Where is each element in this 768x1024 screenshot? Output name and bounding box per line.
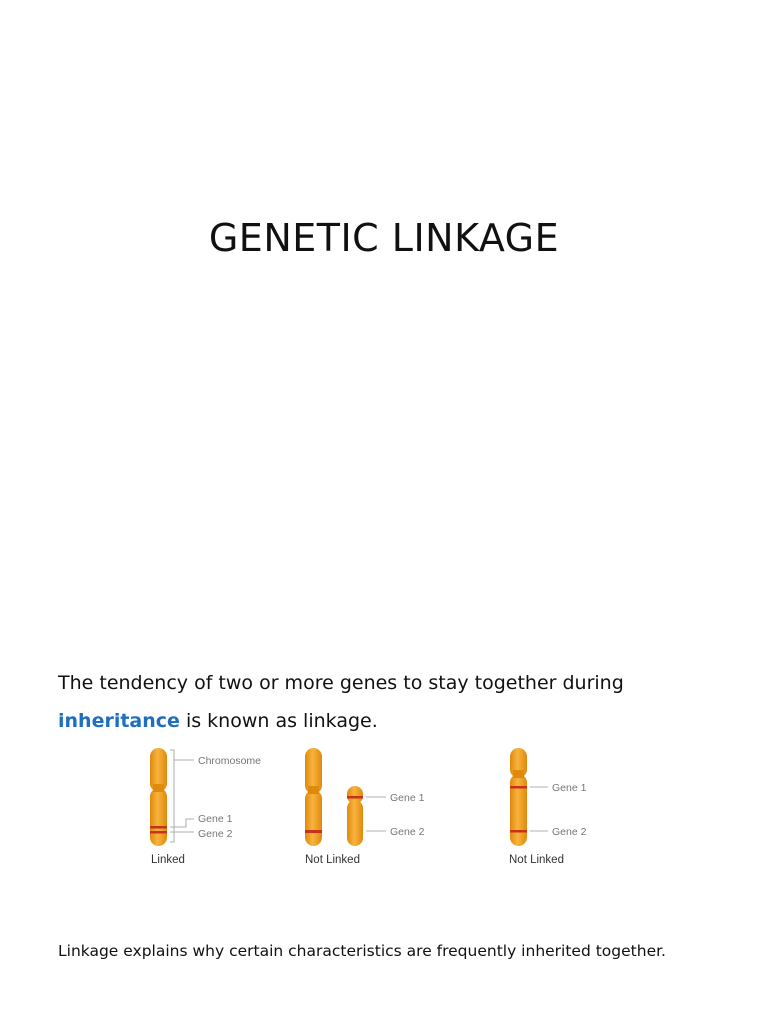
panel-caption: Not Linked [509,854,564,866]
gene1-label: Gene 1 [198,813,233,825]
centromere [513,770,524,778]
gene-band-2 [305,830,322,833]
definition-text-start: The tendency of two or more genes to stay together during [58,672,624,694]
chromosome-lower-arm [510,774,527,846]
closing-sentence: Linkage explains why certain characteristics are frequently inherited together. [58,942,666,960]
gene2-label: Gene 2 [198,828,233,840]
inheritance-link[interactable]: inheritance [58,710,180,732]
centromere-a [308,786,319,794]
page-title: GENETIC LINKAGE [208,216,560,260]
chromosome-lower-arm [150,788,167,846]
gene1-label: Gene 1 [552,782,587,794]
centromere [153,784,164,792]
gene-band-1 [347,796,363,799]
gene-band-1 [150,826,167,829]
panel-caption: Linked [151,854,185,866]
chromosome-b-lower-arm [347,800,363,846]
chromosome-label: Chromosome [198,755,262,767]
panel-caption: Not Linked [305,854,360,866]
gene-band-1 [510,786,527,789]
chromosome-bracket [170,750,174,842]
panel-linked [150,748,261,866]
linkage-diagram [0,740,768,880]
gene-band-2 [510,830,527,833]
panel-not-linked-distant [509,748,587,866]
chromosome-a-lower-arm [305,790,322,846]
panel-not-linked-separate [305,748,425,866]
definition-text-end: is known as linkage. [179,710,378,732]
gene2-label: Gene 2 [390,826,425,838]
gene2-label: Gene 2 [552,826,587,838]
gene-band-2 [150,831,167,834]
gene1-label: Gene 1 [390,792,425,804]
definition-paragraph [58,664,738,740]
